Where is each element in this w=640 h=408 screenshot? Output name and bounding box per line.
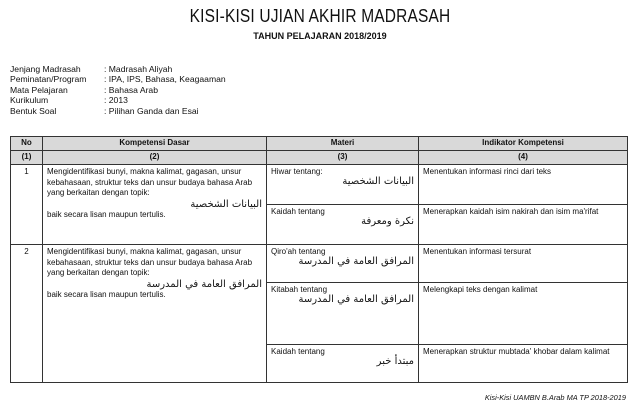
materi-cell xyxy=(267,205,419,245)
table-row xyxy=(11,245,628,283)
col-number: (3) xyxy=(267,151,419,165)
kd-arabic: المرافق العامة في المدرسة xyxy=(146,278,262,290)
meta-key: Bentuk Soal xyxy=(10,105,57,116)
row-no: 1 xyxy=(11,165,43,245)
table-row xyxy=(11,165,628,205)
materi-label: Kaidah tentang xyxy=(271,207,325,216)
materi-arabic: البيانات الشخصية xyxy=(342,176,414,187)
header-materi: Materi xyxy=(267,137,419,151)
document-subtitle: TAHUN PELAJARAN 2018/2019 xyxy=(253,31,387,41)
materi-label: Hiwar tentang: xyxy=(271,167,323,176)
table-header-row xyxy=(11,137,628,151)
kd-tail: baik secara lisan maupun tertulis. xyxy=(47,209,166,219)
page-footer: Kisi-Kisi UAMBN B.Arab MA TP 2018-2019 xyxy=(484,393,626,402)
materi-arabic: المرافق العامة في المدرسة xyxy=(298,294,414,305)
kd-cell xyxy=(43,165,267,245)
header-indikator: Indikator Kompetensi xyxy=(419,137,628,151)
document-title: KISI-KISI UJIAN AKHIR MADRASAH xyxy=(189,6,451,26)
meta-key: Jenjang Madrasah xyxy=(10,64,81,74)
materi-arabic: مبتدأ خبر xyxy=(376,356,414,367)
kisi-kisi-table xyxy=(10,136,628,383)
meta-row xyxy=(10,106,226,116)
kd-text: Mengidentifikasi bunyi, makna kalimat, gagasan, unsur kebahasaan, struktur teks dan unsur budaya bahasa Arab yang berkaitan dengan topik: xyxy=(47,247,253,277)
header-no: No xyxy=(11,137,43,151)
materi-cell xyxy=(267,345,419,383)
materi-label: Kitabah tentang xyxy=(271,285,328,294)
meta-row xyxy=(10,74,226,84)
meta-key: Kurikulum xyxy=(10,95,49,106)
row-no: 2 xyxy=(11,245,43,383)
materi-cell xyxy=(267,245,419,283)
kd-tail: baik secara lisan maupun tertulis. xyxy=(47,289,166,299)
indikator-cell: Melengkapi teks dengan kalimat xyxy=(419,283,628,345)
meta-value: : 2013 xyxy=(104,95,128,106)
meta-row xyxy=(10,64,226,74)
kd-text: Mengidentifikasi bunyi, makna kalimat, gagasan, unsur kebahasaan, struktur teks dan unsur budaya bahasa Arab yang berkaitan dengan topik: xyxy=(47,167,253,197)
meta-value: : Pilihan Ganda dan Esai xyxy=(104,105,199,116)
meta-value: : Madrasah Aliyah xyxy=(104,64,173,74)
table-number-row xyxy=(11,151,628,165)
indikator-cell: Menerapkan kaidah isim nakirah dan isim ma'rifat xyxy=(419,205,628,245)
meta-value: : IPA, IPS, Bahasa, Keagaaman xyxy=(104,74,226,85)
meta-key: Peminatan/Program xyxy=(10,74,87,85)
materi-label: Kaidah tentang xyxy=(271,347,325,356)
meta-row xyxy=(10,85,226,95)
indikator-cell: Menentukan informasi rinci dari teks xyxy=(419,165,628,205)
header-kompetensi-dasar: Kompetensi Dasar xyxy=(43,137,267,151)
indikator-cell: Menentukan informasi tersurat xyxy=(419,245,628,283)
indikator-cell: Menerapkan struktur mubtada' khobar dalam kalimat xyxy=(419,345,628,383)
materi-arabic: نكرة ومعرفة xyxy=(361,216,414,227)
meta-value: : Bahasa Arab xyxy=(104,84,158,95)
kd-arabic: البيانات الشخصية xyxy=(190,198,262,210)
materi-arabic: المرافق العامة في المدرسة xyxy=(298,256,414,267)
materi-cell xyxy=(267,165,419,205)
kd-cell xyxy=(43,245,267,383)
col-number: (1) xyxy=(11,151,43,165)
materi-label: Qiro'ah tentang xyxy=(271,247,326,256)
materi-cell xyxy=(267,283,419,345)
meta-key: Mata Pelajaran xyxy=(10,84,68,95)
col-number: (2) xyxy=(43,151,267,165)
meta-row xyxy=(10,95,226,105)
meta-info xyxy=(10,64,226,116)
col-number: (4) xyxy=(419,151,628,165)
